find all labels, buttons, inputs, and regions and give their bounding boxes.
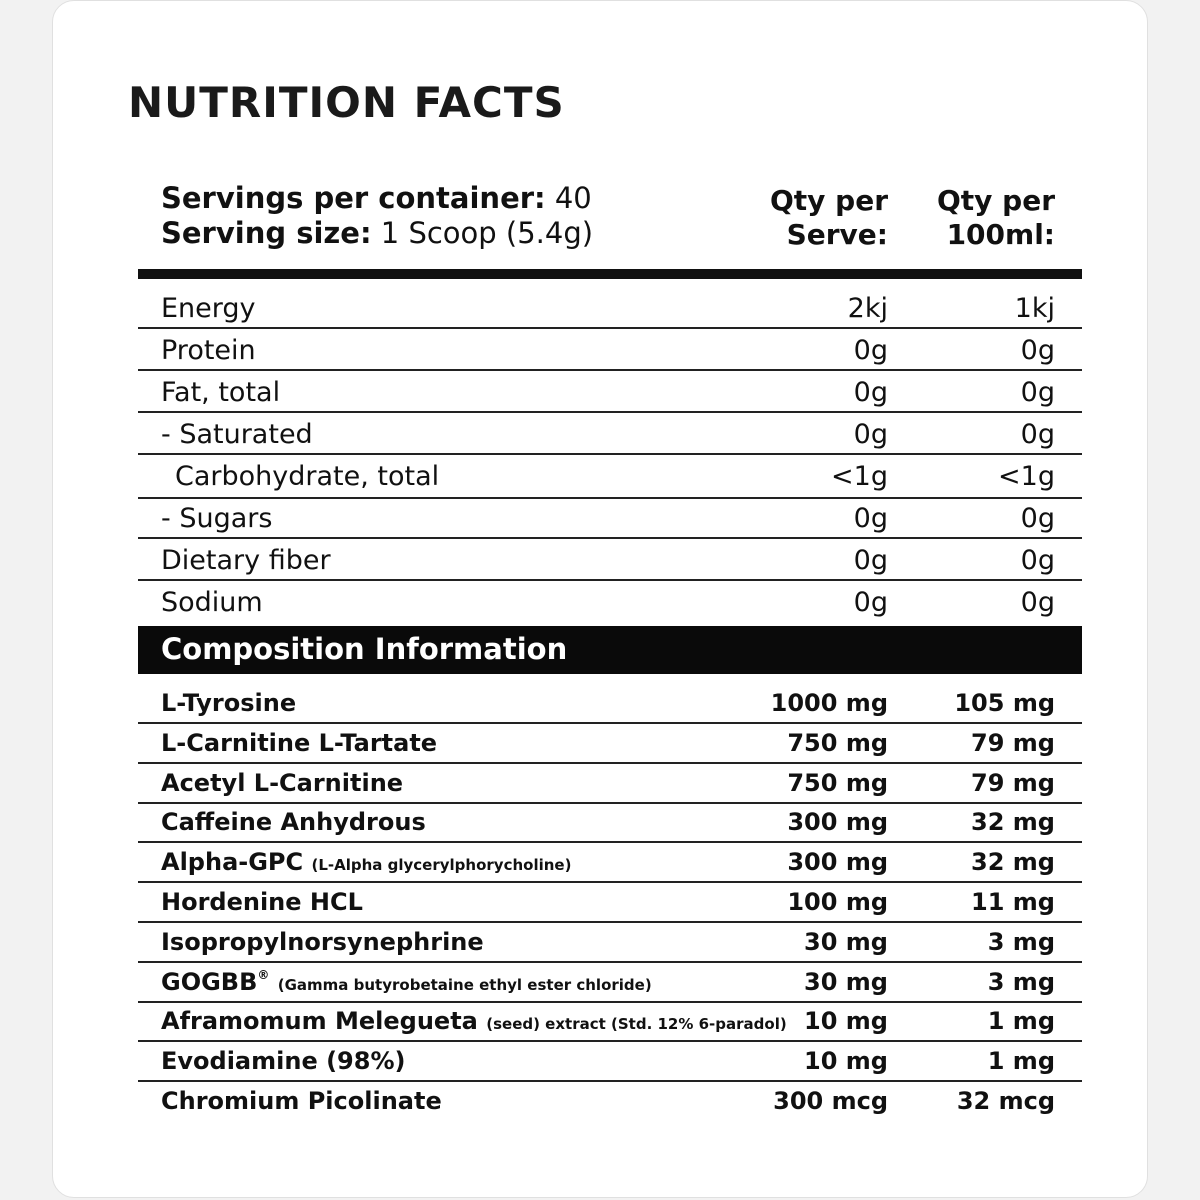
ingredient-name (161, 848, 571, 876)
ingredient-name-text: Caffeine Anhydrous (161, 808, 426, 836)
ingredient-qty-per-100ml: 32 mg (971, 808, 1055, 836)
ingredient-name (161, 928, 484, 956)
nutrient-qty-per-serve: 0g (853, 335, 888, 366)
servings-per-container-label: Servings per container: (161, 181, 546, 215)
ingredient-qty-per-serve: 30 mg (804, 928, 888, 956)
nutrient-qty-per-serve: 0g (853, 587, 888, 618)
nutrient-qty-per-serve: 0g (853, 503, 888, 534)
ingredient-qty-per-100ml: 3 mg (987, 968, 1055, 996)
composition-row (138, 1042, 1082, 1082)
nutrient-row (138, 329, 1082, 371)
servings-per-container-value: 40 (545, 181, 592, 215)
ingredient-qty-per-serve: 10 mg (804, 1007, 888, 1035)
nutrient-qty-per-100ml: 0g (1020, 335, 1055, 366)
nutrient-qty-per-serve: 2kj (847, 293, 888, 324)
ingredient-qty-per-100ml: 79 mg (971, 769, 1055, 797)
column-header-per-serve-line2: Serve: (786, 218, 888, 251)
ingredient-qty-per-100ml: 79 mg (971, 729, 1055, 757)
ingredient-qty-per-serve: 30 mg (804, 968, 888, 996)
composition-row (138, 843, 1082, 883)
nutrient-qty-per-serve: 0g (853, 545, 888, 576)
ingredient-name (161, 1087, 442, 1115)
nutrient-name: - Saturated (161, 419, 313, 450)
ingredient-qty-per-100ml: 32 mg (971, 848, 1055, 876)
ingredient-name-text: GOGBB (161, 968, 258, 996)
nutrient-name: Dietary fiber (161, 545, 331, 576)
nutrient-qty-per-serve: <1g (831, 461, 888, 492)
ingredient-name-text: Acetyl L-Carnitine (161, 769, 404, 797)
nutrient-row (138, 455, 1082, 499)
composition-header (138, 626, 1082, 674)
composition-row (138, 883, 1082, 923)
nutrient-name: Fat, total (161, 377, 281, 408)
ingredient-qty-per-100ml: 105 mg (954, 689, 1055, 717)
serving-size (161, 215, 593, 251)
nutrient-name: - Sugars (161, 503, 273, 534)
nutrient-qty-per-100ml: 0g (1020, 545, 1055, 576)
header-divider (138, 269, 1082, 279)
ingredient-note: (seed) extract (Std. 12% 6-paradol) (486, 1015, 787, 1033)
composition-row (138, 1082, 1082, 1122)
column-header-per-serve (770, 184, 888, 252)
ingredient-name (161, 689, 296, 717)
nutrient-qty-per-100ml: 0g (1020, 419, 1055, 450)
ingredient-qty-per-100ml: 32 mcg (956, 1087, 1055, 1115)
nutrient-row (138, 539, 1082, 581)
ingredient-name (161, 729, 437, 757)
servings-per-container (161, 180, 592, 216)
ingredient-qty-per-serve: 10 mg (804, 1047, 888, 1075)
column-header-per-100ml-line2: 100ml: (946, 218, 1055, 251)
column-header-per-100ml (937, 184, 1055, 252)
ingredient-name-text: L-Carnitine L-Tartate (161, 729, 438, 757)
nutrient-row (138, 413, 1082, 455)
nutrient-name: Energy (161, 293, 256, 324)
nutrient-row (138, 371, 1082, 413)
nutrient-qty-per-100ml: 0g (1020, 587, 1055, 618)
composition-header-label: Composition Information (161, 632, 568, 666)
ingredient-qty-per-serve: 300 mcg (773, 1087, 888, 1115)
composition-row (138, 923, 1082, 963)
composition-row (138, 803, 1082, 843)
ingredient-name-text: Isopropylnorsynephrine (161, 928, 484, 956)
ingredient-qty-per-serve: 1000 mg (770, 689, 888, 717)
nutrient-qty-per-100ml: <1g (998, 461, 1055, 492)
nutrient-qty-per-100ml: 1kj (1014, 293, 1055, 324)
registered-mark: ® (257, 968, 270, 982)
nutrient-qty-per-serve: 0g (853, 377, 888, 408)
nutrient-qty-per-100ml: 0g (1020, 377, 1055, 408)
ingredient-name (161, 1047, 405, 1075)
composition-row (138, 724, 1082, 764)
ingredient-qty-per-serve: 100 mg (787, 888, 888, 916)
nutrient-row (138, 497, 1082, 539)
ingredient-name-text: Hordenine HCL (161, 888, 363, 916)
column-header-per-100ml-line1: Qty per (936, 184, 1055, 217)
ingredient-qty-per-serve: 300 mg (787, 808, 888, 836)
ingredient-name-text: Aframomum Melegueta (161, 1007, 478, 1035)
serving-size-label: Serving size: (161, 216, 372, 250)
ingredient-name-text: Alpha-GPC (161, 848, 304, 876)
nutrient-row (138, 287, 1082, 329)
composition-row (138, 684, 1082, 724)
ingredient-name-text: Evodiamine (98%) (161, 1047, 406, 1075)
ingredient-qty-per-100ml: 1 mg (987, 1007, 1055, 1035)
ingredient-note: (Gamma butyrobetaine ethyl ester chloride) (277, 976, 652, 994)
ingredient-qty-per-serve: 300 mg (787, 848, 888, 876)
composition-row (138, 764, 1082, 804)
ingredient-name (161, 1007, 787, 1035)
ingredient-qty-per-100ml: 1 mg (987, 1047, 1055, 1075)
ingredient-note: (L-Alpha glycerylphorycholine) (311, 856, 572, 874)
serving-size-value: 1 Scoop (5.4g) (371, 216, 594, 250)
ingredient-name (161, 808, 426, 836)
ingredient-name (161, 968, 652, 996)
nutrient-name: Sodium (161, 587, 263, 618)
nutrient-row (138, 581, 1082, 623)
ingredient-qty-per-100ml: 11 mg (971, 888, 1055, 916)
nutrient-qty-per-100ml: 0g (1020, 503, 1055, 534)
ingredient-qty-per-100ml: 3 mg (987, 928, 1055, 956)
ingredient-qty-per-serve: 750 mg (787, 769, 888, 797)
ingredient-qty-per-serve: 750 mg (787, 729, 888, 757)
nutrient-name: Carbohydrate, total (175, 461, 440, 492)
ingredient-name (161, 888, 363, 916)
ingredient-name (161, 769, 403, 797)
ingredient-name-text: Chromium Picolinate (161, 1087, 442, 1115)
composition-row (138, 963, 1082, 1003)
nutrient-qty-per-serve: 0g (853, 419, 888, 450)
composition-row (138, 1002, 1082, 1042)
page-title: NUTRITION FACTS (128, 78, 565, 127)
ingredient-name-text: L-Tyrosine (161, 689, 297, 717)
nutrient-name: Protein (161, 335, 256, 366)
column-header-per-serve-line1: Qty per (769, 184, 888, 217)
